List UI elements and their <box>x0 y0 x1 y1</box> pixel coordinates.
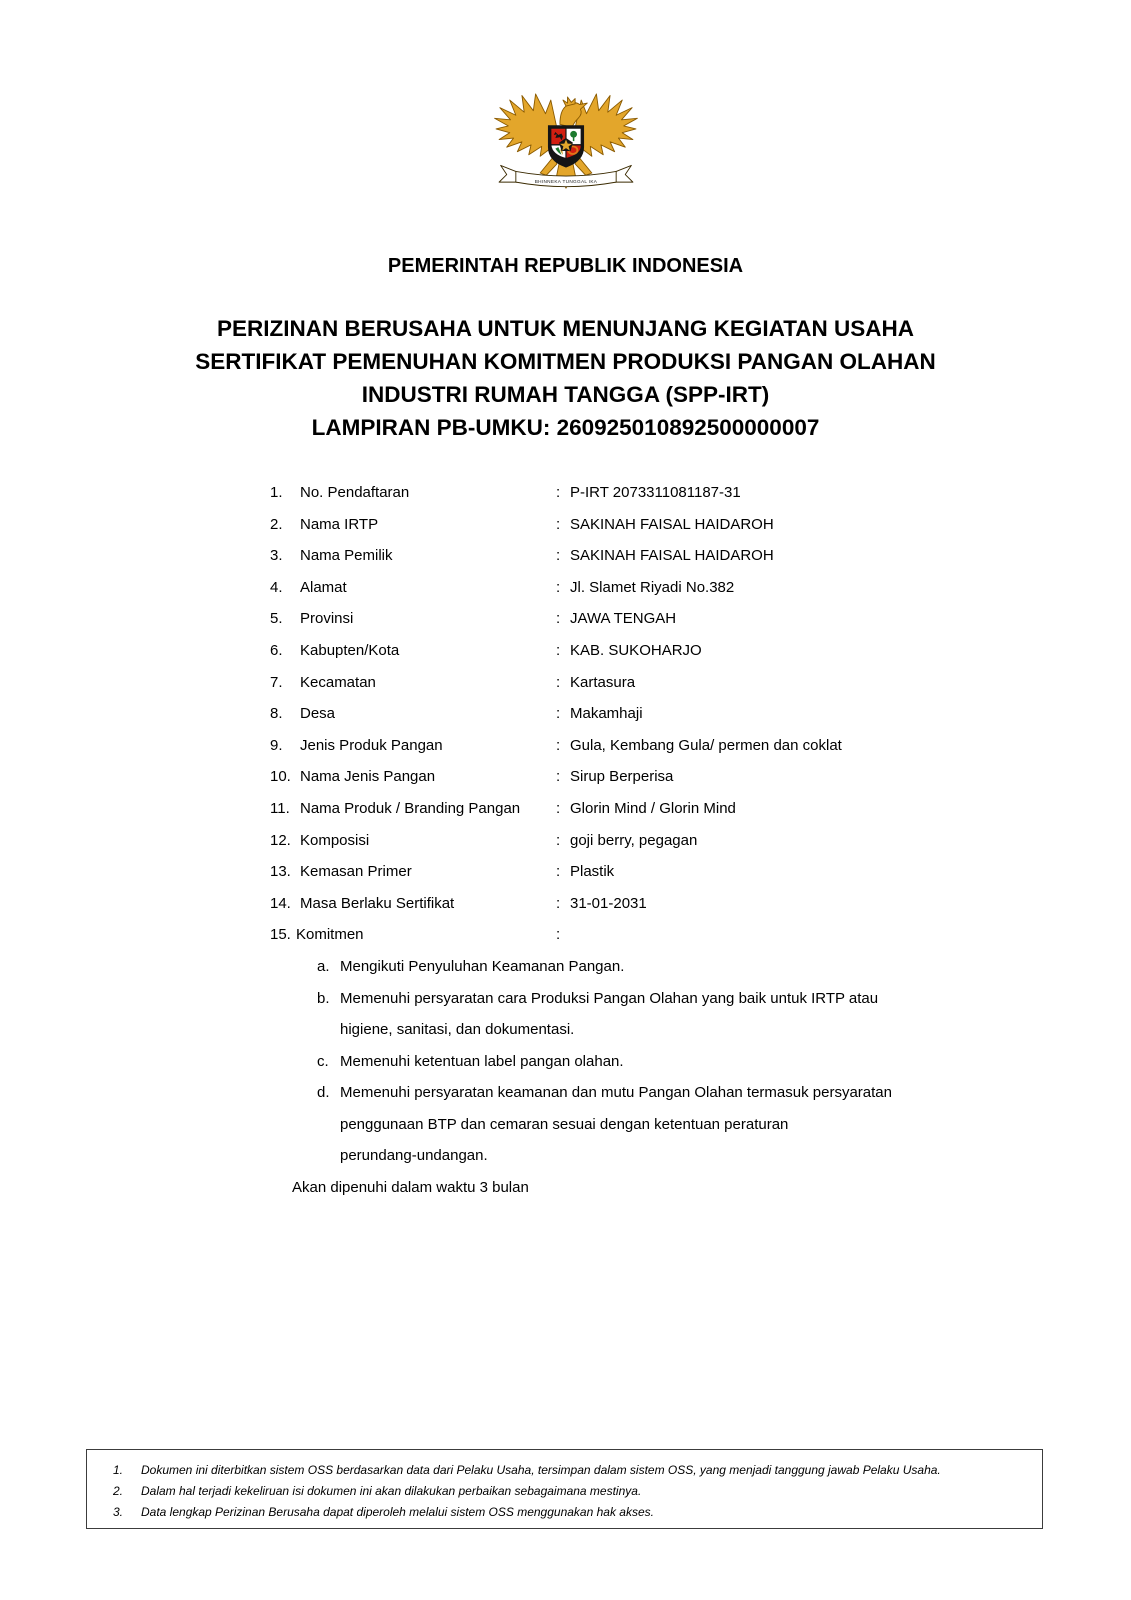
field-value: Makamhaji <box>570 705 643 723</box>
field-label: No. Pendaftaran <box>300 484 410 501</box>
field-number: 7. <box>270 673 283 691</box>
field-value: Jl. Slamet Riyadi No.382 <box>570 578 735 596</box>
field-row-jenis-produk-pangan <box>270 730 970 762</box>
field-value: P-IRT 2073311081187-31 <box>570 484 741 501</box>
footer-note-2 <box>113 1481 1032 1502</box>
field-value: Gula, Kembang Gula/ permen dan coklat <box>570 736 842 754</box>
title-line-2: SERTIFIKAT PEMENUHAN KOMITMEN PRODUKSI PANGAN OLAHAN <box>195 349 936 374</box>
komitmen-item-b <box>270 983 970 1046</box>
field-label: Kemasan Primer <box>300 863 412 881</box>
field-row-komposisi <box>270 825 970 857</box>
field-number: 2. <box>270 515 283 533</box>
government-heading: PEMERINTAH REPUBLIK INDONESIA <box>387 255 744 277</box>
field-colon: : <box>556 863 561 881</box>
footer-note-number: 2. <box>113 1484 124 1498</box>
field-label: Provinsi <box>300 610 354 628</box>
field-value: Plastik <box>570 863 615 881</box>
field-number: 3. <box>270 547 283 565</box>
komitmen-marker: b. <box>317 989 330 1007</box>
emblem-banner-text: BHINNEKA TUNGGAL IKA <box>534 178 597 184</box>
field-row-nama-produk-branding <box>270 793 970 825</box>
komitmen-item-c <box>270 1046 970 1078</box>
document-title <box>0 312 1131 444</box>
field-label: Nama IRTP <box>300 515 379 533</box>
field-number: 6. <box>270 641 283 659</box>
field-colon: : <box>556 547 561 565</box>
field-label: Nama Produk / Branding Pangan <box>300 799 521 817</box>
field-number: 15. <box>270 926 291 944</box>
field-row-nama-pemilik <box>270 540 970 572</box>
field-colon: : <box>556 831 561 849</box>
komitmen-text: Memenuhi ketentuan label pangan olahan. <box>340 1052 624 1070</box>
field-label: Kabupten/Kota <box>300 641 400 659</box>
field-row-kemasan-primer <box>270 856 970 888</box>
field-colon: : <box>556 799 561 817</box>
field-row-desa <box>270 698 970 730</box>
field-colon: : <box>556 484 561 501</box>
garuda-pancasila-emblem <box>0 74 1131 196</box>
field-colon: : <box>556 578 561 596</box>
footer-note-text: Dalam hal terjadi kekeliruan isi dokumen ini akan dilakukan perbaikan sebagaimana mestinya. <box>141 1484 642 1498</box>
field-row-kabupaten-kota <box>270 635 970 667</box>
field-label: Desa <box>300 705 336 723</box>
title-line-3: INDUSTRI RUMAH TANGGA (SPP-IRT) <box>361 382 770 407</box>
field-number: 8. <box>270 705 283 723</box>
field-number: 1. <box>270 484 283 501</box>
field-row-alamat <box>270 572 970 604</box>
field-colon: : <box>556 641 561 659</box>
komitmen-marker: d. <box>317 1084 330 1102</box>
field-colon: : <box>556 705 561 723</box>
field-value: SAKINAH FAISAL HAIDAROH <box>570 547 774 565</box>
field-label: Alamat <box>300 578 347 596</box>
footer-note-3 <box>113 1502 1032 1523</box>
komitmen-list <box>270 951 970 1172</box>
field-value: JAWA TENGAH <box>570 610 677 628</box>
field-value: 31-01-2031 <box>570 894 647 912</box>
field-number: 12. <box>270 831 291 849</box>
field-colon: : <box>556 768 561 786</box>
field-row-no-pendaftaran <box>270 477 970 509</box>
field-row-nama-irtp <box>270 509 970 541</box>
field-value: Glorin Mind / Glorin Mind <box>570 799 736 817</box>
field-label: Komposisi <box>300 831 370 849</box>
field-row-provinsi <box>270 603 970 635</box>
field-colon: : <box>556 673 561 691</box>
field-label: Nama Pemilik <box>300 547 393 565</box>
footer-note-text: Data lengkap Perizinan Berusaha dapat diperoleh melalui sistem OSS menggunakan hak akses. <box>141 1505 654 1519</box>
field-value: SAKINAH FAISAL HAIDAROH <box>570 515 774 533</box>
field-number: 13. <box>270 863 291 881</box>
field-colon: : <box>556 515 561 533</box>
field-row-nama-jenis-pangan <box>270 761 970 793</box>
field-label: Kecamatan <box>300 673 376 691</box>
title-line-1: PERIZINAN BERUSAHA UNTUK MENUNJANG KEGIATAN USAHA <box>216 316 915 341</box>
field-number: 5. <box>270 610 283 628</box>
komitmen-marker: a. <box>317 957 330 975</box>
field-value: Sirup Berperisa <box>570 768 674 786</box>
komitmen-text: Memenuhi persyaratan keamanan dan mutu Pangan Olahan termasuk persyaratan penggunaan BTP dan cemaran sesuai dengan ketentuan peraturan perundang-undangan. <box>340 1084 892 1165</box>
komitmen-marker: c. <box>317 1052 329 1070</box>
field-number: 11. <box>270 799 290 817</box>
field-value: Kartasura <box>570 673 636 691</box>
title-line-4: LAMPIRAN PB-UMKU: 260925010892500000007 <box>311 415 820 440</box>
certificate-fields <box>270 477 970 1204</box>
field-row-kecamatan <box>270 667 970 699</box>
field-value: goji berry, pegagan <box>570 831 698 849</box>
footer-notes-box <box>86 1449 1043 1529</box>
field-label: Jenis Produk Pangan <box>300 736 443 754</box>
komitmen-text: Mengikuti Penyuluhan Keamanan Pangan. <box>340 957 625 975</box>
komitmen-item-d <box>270 1077 970 1172</box>
field-label: Masa Berlaku Sertifikat <box>300 894 455 912</box>
garuda-pancasila-icon <box>490 74 642 196</box>
field-number: 9. <box>270 736 283 754</box>
komitmen-item-a <box>270 951 970 983</box>
field-colon: : <box>556 610 561 628</box>
field-number: 10. <box>270 768 291 786</box>
komitmen-closing-statement: Akan dipenuhi dalam waktu 3 bulan <box>292 1179 529 1197</box>
footer-note-1 <box>113 1460 1032 1481</box>
field-value: KAB. SUKOHARJO <box>570 641 702 659</box>
field-row-komitmen <box>270 919 970 951</box>
komitmen-text: Memenuhi persyaratan cara Produksi Pangan Olahan yang baik untuk IRTP atau higiene, sanitasi, dan dokumentasi. <box>340 989 879 1039</box>
field-label: Komitmen <box>296 926 364 944</box>
field-label: Nama Jenis Pangan <box>300 768 436 786</box>
footer-note-number: 3. <box>113 1505 124 1519</box>
footer-note-number: 1. <box>113 1463 124 1477</box>
field-colon: : <box>556 894 561 912</box>
footer-note-text: Dokumen ini diterbitkan sistem OSS berdasarkan data dari Pelaku Usaha, tersimpan dalam sistem OSS, yang menjadi tanggung jawab Pelaku Usaha. <box>141 1463 941 1477</box>
field-number: 14. <box>270 894 291 912</box>
field-colon: : <box>556 926 561 944</box>
field-row-masa-berlaku <box>270 888 970 920</box>
field-colon: : <box>556 736 561 754</box>
field-number: 4. <box>270 578 283 596</box>
